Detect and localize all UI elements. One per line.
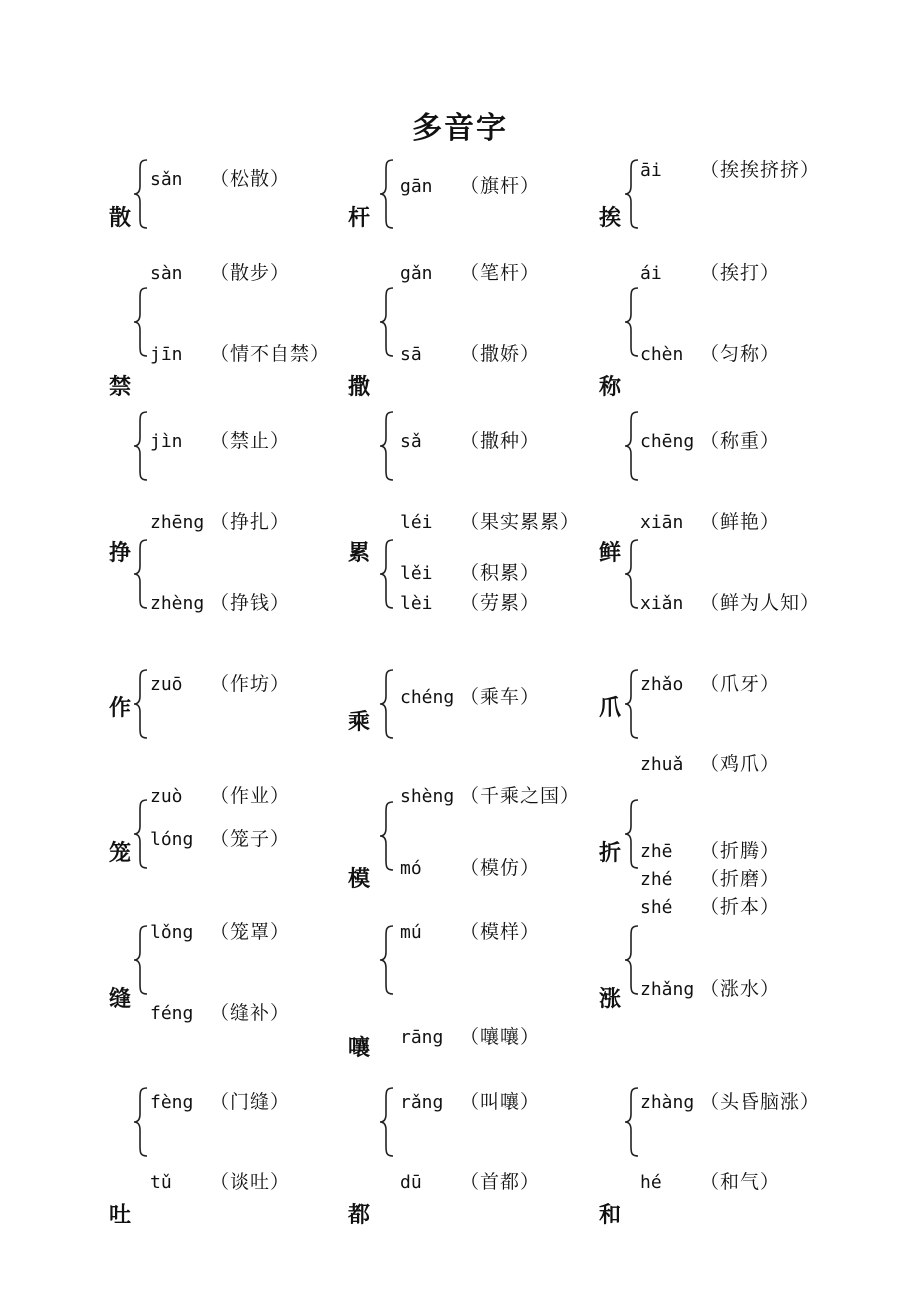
pinyin: zhē [640,841,673,862]
pinyin: zhé [640,869,673,890]
headword-char: 吐 [109,1203,132,1228]
curly-brace-icon [624,538,640,610]
curly-brace-icon [624,668,640,740]
pinyin: lóng [150,829,194,850]
example-word: （笼子） [210,828,291,850]
page-title: 多音字 [412,111,508,146]
pinyin: fèng [150,1092,194,1113]
pinyin: zhǎng [640,979,695,1000]
curly-brace-icon [133,924,149,996]
pinyin: lǒng [150,922,194,943]
example-word: （折腾） [700,840,781,862]
headword-char: 称 [599,375,622,400]
pinyin: zuò [150,786,183,807]
pinyin: zuō [150,674,183,695]
example-word: （果实累累） [460,511,581,533]
headword-char: 鲜 [599,541,622,566]
example-word: （旗杆） [460,175,541,197]
example-word: （撒种） [460,430,541,452]
headword-char: 模 [348,867,371,892]
example-word: （嚷嚷） [460,1026,541,1048]
example-word: （首都） [460,1171,541,1193]
curly-brace-icon [624,410,640,482]
headword-char: 挨 [599,206,622,231]
pinyin: xiān [640,512,684,533]
headword-char: 折 [599,841,622,866]
example-word: （鲜为人知） [700,592,821,614]
headword-char: 都 [348,1203,371,1228]
pinyin: gān [400,176,433,197]
pinyin: shé [640,897,673,918]
pinyin: hé [640,1172,662,1193]
pinyin: jīn [150,344,183,365]
headword-char: 散 [109,206,132,231]
pinyin: gǎn [400,263,433,284]
pinyin: chéng [400,687,455,708]
curly-brace-icon [379,538,395,610]
example-word: （挨挨挤挤） [700,159,821,181]
pinyin: mú [400,922,422,943]
example-word: （情不自禁） [210,343,331,365]
curly-brace-icon [624,798,640,870]
example-word: （叫嚷） [460,1091,541,1113]
example-word: （禁止） [210,430,291,452]
headword-char: 爪 [599,696,622,721]
curly-brace-icon [379,158,395,230]
pinyin: chēng [640,431,695,452]
example-word: （笼罩） [210,921,291,943]
example-word: （涨水） [700,978,781,1000]
curly-brace-icon [379,924,395,996]
example-word: （折磨） [700,868,781,890]
example-word: （挣扎） [210,511,291,533]
example-word: （模样） [460,921,541,943]
pinyin: rǎng [400,1092,444,1113]
pinyin: zhèng [150,593,205,614]
pinyin: sā [400,344,422,365]
headword-char: 杆 [348,206,371,231]
pinyin: sǎn [150,169,183,190]
curly-brace-icon [624,924,640,996]
example-word: （笔杆） [460,262,541,284]
example-word: （作坊） [210,673,291,695]
curly-brace-icon [133,286,149,358]
headword-char: 笼 [109,841,132,866]
pinyin: sàn [150,263,183,284]
curly-brace-icon [379,410,395,482]
headword-char: 涨 [599,987,622,1012]
curly-brace-icon [624,286,640,358]
headword-char: 挣 [109,541,132,566]
example-word: （千乘之国） [460,785,581,807]
headword-char: 和 [599,1203,622,1228]
example-word: （门缝） [210,1091,291,1113]
headword-char: 累 [348,541,371,566]
curly-brace-icon [379,286,395,358]
example-word: （积累） [460,562,541,584]
headword-char: 嚷 [348,1036,371,1061]
example-word: （挨打） [700,262,781,284]
example-word: （作业） [210,785,291,807]
example-word: （劳累） [460,592,541,614]
example-word: （鲜艳） [700,511,781,533]
pinyin: mó [400,858,422,879]
example-word: （匀称） [700,343,781,365]
example-word: （称重） [700,430,781,452]
pinyin: shèng [400,786,455,807]
pinyin: āi [640,160,662,181]
example-word: （折本） [700,896,781,918]
curly-brace-icon [133,798,149,870]
curly-brace-icon [133,158,149,230]
example-word: （松散） [210,168,291,190]
pinyin: jìn [150,431,183,452]
example-word: （和气） [700,1171,781,1193]
pinyin: sǎ [400,431,422,452]
pinyin: zhēng [150,512,205,533]
curly-brace-icon [379,1086,395,1158]
curly-brace-icon [133,410,149,482]
example-word: （乘车） [460,686,541,708]
curly-brace-icon [624,1086,640,1158]
pinyin: chèn [640,344,684,365]
example-word: （挣钱） [210,592,291,614]
headword-char: 作 [109,696,132,721]
example-word: （撒娇） [460,343,541,365]
pinyin: dū [400,1172,422,1193]
pinyin: xiǎn [640,593,684,614]
pinyin: zhǎo [640,674,684,695]
example-word: （缝补） [210,1002,291,1024]
example-word: （头昏脑涨） [700,1091,821,1113]
pinyin: léi [400,512,433,533]
example-word: （模仿） [460,857,541,879]
example-word: （散步） [210,262,291,284]
curly-brace-icon [133,668,149,740]
pinyin: rāng [400,1027,444,1048]
pinyin: ái [640,263,662,284]
headword-char: 缝 [109,987,132,1012]
example-word: （爪牙） [700,673,781,695]
curly-brace-icon [379,668,395,740]
pinyin: lěi [400,563,433,584]
curly-brace-icon [379,800,395,872]
headword-char: 禁 [109,375,132,400]
headword-char: 乘 [348,710,371,735]
example-word: （谈吐） [210,1171,291,1193]
pinyin: lèi [400,593,433,614]
curly-brace-icon [624,158,640,230]
headword-char: 撒 [348,375,371,400]
pinyin: féng [150,1003,194,1024]
curly-brace-icon [133,1086,149,1158]
pinyin: tǔ [150,1172,172,1193]
pinyin: zhuǎ [640,754,684,775]
pinyin: zhàng [640,1092,695,1113]
example-word: （鸡爪） [700,753,781,775]
curly-brace-icon [133,538,149,610]
